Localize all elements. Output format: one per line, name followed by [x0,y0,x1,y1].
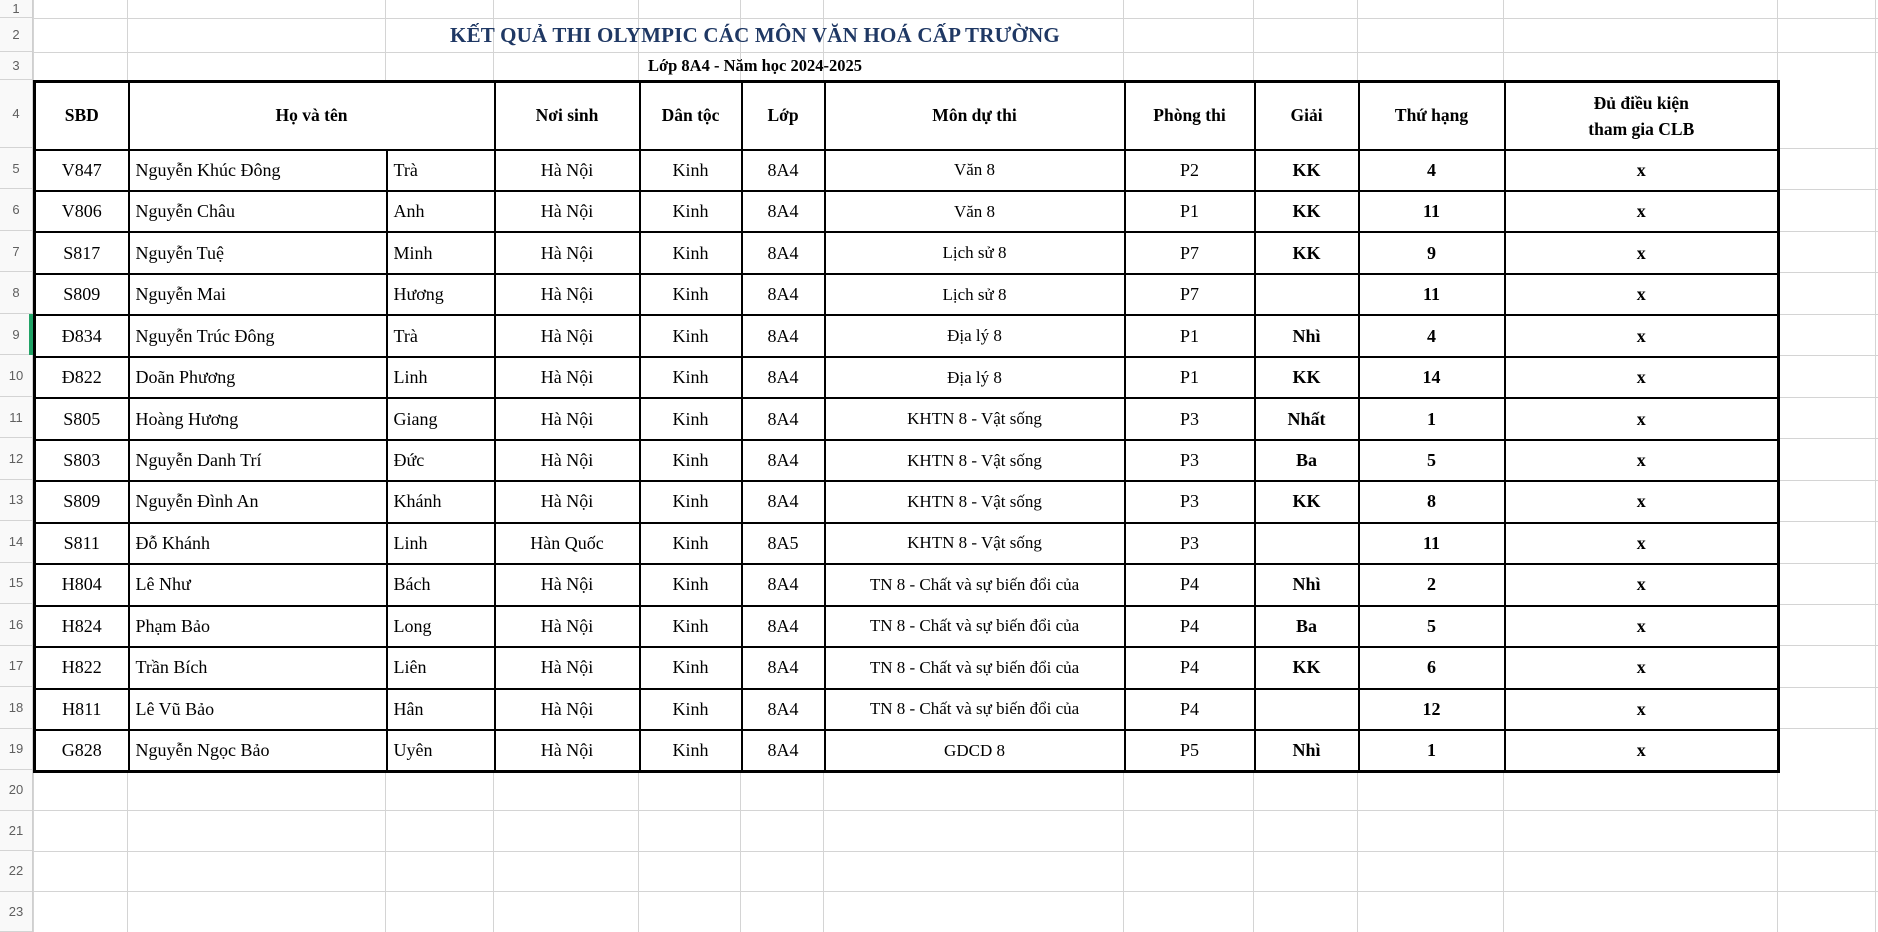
row-number: 10 [8,368,24,384]
col-header-ethnicity[interactable]: Dân tộc [640,82,742,150]
cell-room[interactable]: P7 [1125,232,1255,273]
cell-birthplace[interactable]: Hà Nội [495,481,640,522]
cell-room[interactable]: P4 [1125,647,1255,688]
cell-rank[interactable]: 14 [1359,357,1505,398]
cell-name2[interactable]: Liên [387,647,495,688]
table-row [35,315,1779,356]
cell-subject[interactable]: Lịch sử 8 [825,232,1125,273]
cell-name2[interactable]: Trà [387,150,495,191]
cell-class[interactable]: 8A4 [742,191,825,232]
row-header-15[interactable] [0,563,32,604]
row-header-8[interactable] [0,272,32,313]
row-header-17[interactable] [0,646,32,687]
cell-name1[interactable]: Nguyễn Danh Trí [129,440,387,481]
cell-subject[interactable]: GDCD 8 [825,730,1125,771]
cell-sbd[interactable]: S817 [35,232,129,273]
cell-subject[interactable]: TN 8 - Chất và sự biến đổi của [825,647,1125,688]
cell-rank[interactable]: 5 [1359,606,1505,647]
row-number: 14 [8,533,24,549]
row-number: 6 [12,202,20,218]
gridline [0,851,1878,852]
cell-ethnicity[interactable]: Kinh [640,440,742,481]
cell-ethnicity[interactable]: Kinh [640,481,742,522]
cell-name1[interactable]: Nguyễn Châu [129,191,387,232]
cell-rank[interactable]: 9 [1359,232,1505,273]
col-header-rank[interactable]: Thứ hạng [1359,82,1505,150]
cell-sbd[interactable]: H822 [35,647,129,688]
cell-ethnicity[interactable]: Kinh [640,730,742,771]
cell-subject[interactable]: KHTN 8 - Vật sống [825,481,1125,522]
cell-ethnicity[interactable]: Kinh [640,150,742,191]
table-row [35,647,1779,688]
cell-ethnicity[interactable]: Kinh [640,274,742,315]
results-table [33,80,1780,773]
cell-birthplace[interactable]: Hà Nội [495,191,640,232]
row-header-16[interactable] [0,604,32,645]
cell-birthplace[interactable]: Hà Nội [495,689,640,730]
cell-prize[interactable]: KK [1255,647,1359,688]
cell-sbd[interactable]: V806 [35,191,129,232]
cell-class[interactable]: 8A4 [742,274,825,315]
gridline [0,810,1878,811]
cell-ethnicity[interactable]: Kinh [640,232,742,273]
cell-class[interactable]: 8A4 [742,315,825,356]
cell-class[interactable]: 8A5 [742,523,825,564]
cell-room[interactable]: P3 [1125,523,1255,564]
cell-birthplace[interactable]: Hà Nội [495,440,640,481]
row-header-1[interactable] [0,0,32,18]
cell-club[interactable]: x [1505,523,1779,564]
cell-subject[interactable]: KHTN 8 - Vật sống [825,440,1125,481]
cell-subject[interactable]: TN 8 - Chất và sự biến đổi của [825,564,1125,605]
cell-birthplace[interactable]: Hà Nội [495,647,640,688]
cell-class[interactable]: 8A4 [742,647,825,688]
cell-club[interactable]: x [1505,730,1779,771]
cell-sbd[interactable]: H811 [35,689,129,730]
cell-birthplace[interactable]: Hà Nội [495,730,640,771]
cell-room[interactable]: P1 [1125,357,1255,398]
table-row [35,689,1779,730]
cell-ethnicity[interactable]: Kinh [640,315,742,356]
cell-room[interactable]: P1 [1125,315,1255,356]
cell-club[interactable]: x [1505,647,1779,688]
row-number: 18 [8,699,24,715]
cell-name2[interactable]: Anh [387,191,495,232]
table-row [35,357,1779,398]
row-number: 19 [8,741,24,757]
table-row [35,191,1779,232]
row-header-3[interactable] [0,52,32,80]
sheet-subtitle: Lớp 8A4 - Năm học 2024-2025 [647,56,862,75]
table-row [35,232,1779,273]
row-header-6[interactable] [0,189,32,230]
cell-rank[interactable]: 11 [1359,523,1505,564]
row-number: 3 [12,58,20,73]
cell-name2[interactable]: Uyên [387,730,495,771]
sheet-title: KẾT QUẢ THI OLYMPIC CÁC MÔN VĂN HOÁ CẤP TRƯỜNG [450,22,1060,47]
cell-prize[interactable]: Nhì [1255,315,1359,356]
row-number: 12 [8,451,24,467]
col-header-club[interactable] [1505,82,1779,150]
cell-name2[interactable]: Khánh [387,481,495,522]
row-number: 23 [8,903,24,919]
cell-birthplace[interactable]: Hàn Quốc [495,523,640,564]
row-header-18[interactable] [0,687,32,728]
cell-ethnicity[interactable]: Kinh [640,606,742,647]
cell-sbd[interactable]: G828 [35,730,129,771]
row-header-12[interactable] [0,438,32,479]
cell-prize[interactable]: KK [1255,357,1359,398]
col-header-birthplace[interactable]: Nơi sinh [495,82,640,150]
cell-ethnicity[interactable]: Kinh [640,191,742,232]
cell-club[interactable]: x [1505,440,1779,481]
cell-birthplace[interactable]: Hà Nội [495,274,640,315]
row-number: 9 [12,326,20,342]
col-header-club-line2: tham gia CLB [1588,118,1695,139]
cell-rank[interactable]: 4 [1359,150,1505,191]
cell-rank[interactable]: 11 [1359,191,1505,232]
cell-class[interactable]: 8A4 [742,150,825,191]
cell-prize[interactable] [1255,689,1359,730]
row-header-gutter [0,0,33,932]
cell-class[interactable]: 8A4 [742,232,825,273]
row-number: 22 [8,863,24,879]
cell-name1[interactable]: Đỗ Khánh [129,523,387,564]
cell-prize[interactable] [1255,523,1359,564]
cell-prize[interactable]: KK [1255,481,1359,522]
cell-sbd[interactable]: Đ822 [35,357,129,398]
cell-name1[interactable]: Nguyễn Trúc Đông [129,315,387,356]
cell-name1[interactable]: Hoàng Hương [129,398,387,439]
row-number: 20 [8,782,24,798]
cell-sbd[interactable]: S809 [35,274,129,315]
row-header-7[interactable] [0,231,32,272]
cell-club[interactable]: x [1505,150,1779,191]
cell-birthplace[interactable]: Hà Nội [495,150,640,191]
col-header-name[interactable]: Họ và tên [129,82,495,150]
cell-name1[interactable]: Nguyễn Mai [129,274,387,315]
col-header-room[interactable]: Phòng thi [1125,82,1255,150]
col-header-subject[interactable]: Môn dự thi [825,82,1125,150]
cell-birthplace[interactable]: Hà Nội [495,564,640,605]
cell-room[interactable]: P4 [1125,564,1255,605]
row-number: 5 [12,160,20,176]
row-header-22[interactable] [0,851,32,892]
header-row [35,82,1779,150]
table-row [35,730,1779,771]
cell-prize[interactable]: Ba [1255,440,1359,481]
cell-rank[interactable]: 12 [1359,689,1505,730]
cell-birthplace[interactable]: Hà Nội [495,398,640,439]
cell-rank[interactable]: 6 [1359,647,1505,688]
cell-rank[interactable]: 1 [1359,398,1505,439]
row-header-2[interactable] [0,18,32,52]
cell-club[interactable]: x [1505,274,1779,315]
cell-name1[interactable]: Nguyễn Đình An [129,481,387,522]
col-header-class[interactable]: Lớp [742,82,825,150]
table-row [35,606,1779,647]
row-header-5[interactable] [0,148,32,189]
cell-rank[interactable]: 2 [1359,564,1505,605]
col-header-prize[interactable]: Giải [1255,82,1359,150]
cell-name1[interactable]: Nguyễn Khúc Đông [129,150,387,191]
cell-subject[interactable]: Lịch sử 8 [825,274,1125,315]
cell-class[interactable]: 8A4 [742,564,825,605]
row-number: 16 [8,616,24,632]
cell-name2[interactable]: Minh [387,232,495,273]
active-row-indicator [29,314,33,355]
cell-name1[interactable]: Lê Như [129,564,387,605]
cell-subject[interactable]: Địa lý 8 [825,357,1125,398]
cell-sbd[interactable]: S805 [35,398,129,439]
row-number: 1 [12,1,20,16]
cell-prize[interactable]: KK [1255,232,1359,273]
row-number: 21 [8,822,24,838]
cell-sbd[interactable]: V847 [35,150,129,191]
cell-prize[interactable]: Ba [1255,606,1359,647]
cell-sbd[interactable]: S803 [35,440,129,481]
cell-ethnicity[interactable]: Kinh [640,398,742,439]
cell-name2[interactable]: Linh [387,523,495,564]
cell-ethnicity[interactable]: Kinh [640,647,742,688]
row-number: 8 [12,285,20,301]
cell-rank[interactable]: 4 [1359,315,1505,356]
cell-subject[interactable]: Văn 8 [825,150,1125,191]
cell-name1[interactable]: Doãn Phương [129,357,387,398]
row-header-19[interactable] [0,729,32,770]
cell-subject[interactable]: Địa lý 8 [825,315,1125,356]
cell-club[interactable]: x [1505,481,1779,522]
col-header-club-line1: Đủ điều kiện [1593,92,1689,113]
cell-prize[interactable]: KK [1255,191,1359,232]
cell-subject[interactable]: Văn 8 [825,191,1125,232]
cell-room[interactable]: P1 [1125,191,1255,232]
cell-subject[interactable]: KHTN 8 - Vật sống [825,398,1125,439]
cell-room[interactable]: P2 [1125,150,1255,191]
table-row [35,564,1779,605]
cell-prize[interactable]: Nhì [1255,730,1359,771]
cell-subject[interactable]: TN 8 - Chất và sự biến đổi của [825,606,1125,647]
cell-name2[interactable]: Linh [387,357,495,398]
cell-ethnicity[interactable]: Kinh [640,357,742,398]
cell-name2[interactable]: Đức [387,440,495,481]
cell-name2[interactable]: Giang [387,398,495,439]
cell-sbd[interactable]: S811 [35,523,129,564]
cell-ethnicity[interactable]: Kinh [640,564,742,605]
cell-room[interactable]: P3 [1125,481,1255,522]
cell-prize[interactable] [1255,274,1359,315]
cell-sbd[interactable]: H824 [35,606,129,647]
sheet-subtitle-cell[interactable] [33,52,1477,80]
cell-club[interactable]: x [1505,564,1779,605]
cell-name1[interactable]: Lê Vũ Bảo [129,689,387,730]
gridline [1875,0,1876,932]
cell-club[interactable]: x [1505,191,1779,232]
row-header-23[interactable] [0,892,32,932]
cell-rank[interactable]: 5 [1359,440,1505,481]
cell-class[interactable]: 8A4 [742,606,825,647]
cell-rank[interactable]: 11 [1359,274,1505,315]
cell-prize[interactable]: Nhì [1255,564,1359,605]
row-header-4[interactable] [0,80,32,148]
table-row [35,481,1779,522]
cell-name1[interactable]: Trần Bích [129,647,387,688]
cell-class[interactable]: 8A4 [742,481,825,522]
cell-club[interactable]: x [1505,232,1779,273]
row-number: 7 [12,243,20,259]
cell-name2[interactable]: Hương [387,274,495,315]
cell-ethnicity[interactable]: Kinh [640,523,742,564]
table-row [35,274,1779,315]
cell-class[interactable]: 8A4 [742,730,825,771]
cell-class[interactable]: 8A4 [742,357,825,398]
cell-room[interactable]: P4 [1125,606,1255,647]
row-header-11[interactable] [0,397,32,438]
cell-club[interactable]: x [1505,398,1779,439]
cell-club[interactable]: x [1505,315,1779,356]
cell-subject[interactable]: KHTN 8 - Vật sống [825,523,1125,564]
cell-rank[interactable]: 8 [1359,481,1505,522]
row-header-9[interactable] [0,314,32,355]
row-number: 15 [8,575,24,591]
cell-birthplace[interactable]: Hà Nội [495,606,640,647]
cell-sbd[interactable]: H804 [35,564,129,605]
cell-club[interactable]: x [1505,689,1779,730]
row-number: 11 [9,409,23,425]
cell-birthplace[interactable]: Hà Nội [495,232,640,273]
row-number: 2 [12,27,20,42]
cell-room[interactable]: P5 [1125,730,1255,771]
cell-club[interactable]: x [1505,606,1779,647]
cell-name1[interactable]: Phạm Bảo [129,606,387,647]
cell-ethnicity[interactable]: Kinh [640,689,742,730]
gridline [0,891,1878,892]
cell-name2[interactable]: Trà [387,315,495,356]
row-header-10[interactable] [0,355,32,396]
table-row [35,150,1779,191]
cell-sbd[interactable]: Đ834 [35,315,129,356]
cell-rank[interactable]: 1 [1359,730,1505,771]
col-header-sbd[interactable]: SBD [35,82,129,150]
cell-class[interactable]: 8A4 [742,689,825,730]
cell-name1[interactable]: Nguyễn Ngọc Bảo [129,730,387,771]
row-header-20[interactable] [0,770,32,811]
cell-room[interactable]: P3 [1125,440,1255,481]
cell-name2[interactable]: Long [387,606,495,647]
cell-name2[interactable]: Hân [387,689,495,730]
cell-room[interactable]: P3 [1125,398,1255,439]
cell-birthplace[interactable]: Hà Nội [495,357,640,398]
row-header-21[interactable] [0,811,32,852]
table-row [35,523,1779,564]
cell-class[interactable]: 8A4 [742,398,825,439]
row-number: 4 [12,106,20,121]
row-header-13[interactable] [0,480,32,521]
cell-prize[interactable]: Nhất [1255,398,1359,439]
row-number: 17 [8,658,24,674]
table-row [35,440,1779,481]
cell-room[interactable]: P7 [1125,274,1255,315]
cell-prize[interactable]: KK [1255,150,1359,191]
cell-room[interactable]: P4 [1125,689,1255,730]
cell-subject[interactable]: TN 8 - Chất và sự biến đổi của [825,689,1125,730]
sheet-title-cell[interactable] [33,18,1477,52]
cell-club[interactable]: x [1505,357,1779,398]
cell-sbd[interactable]: S809 [35,481,129,522]
cell-birthplace[interactable]: Hà Nội [495,315,640,356]
row-number: 13 [8,492,24,508]
row-header-14[interactable] [0,521,32,562]
cell-name1[interactable]: Nguyễn Tuệ [129,232,387,273]
cell-name2[interactable]: Bách [387,564,495,605]
table-row [35,398,1779,439]
cell-class[interactable]: 8A4 [742,440,825,481]
